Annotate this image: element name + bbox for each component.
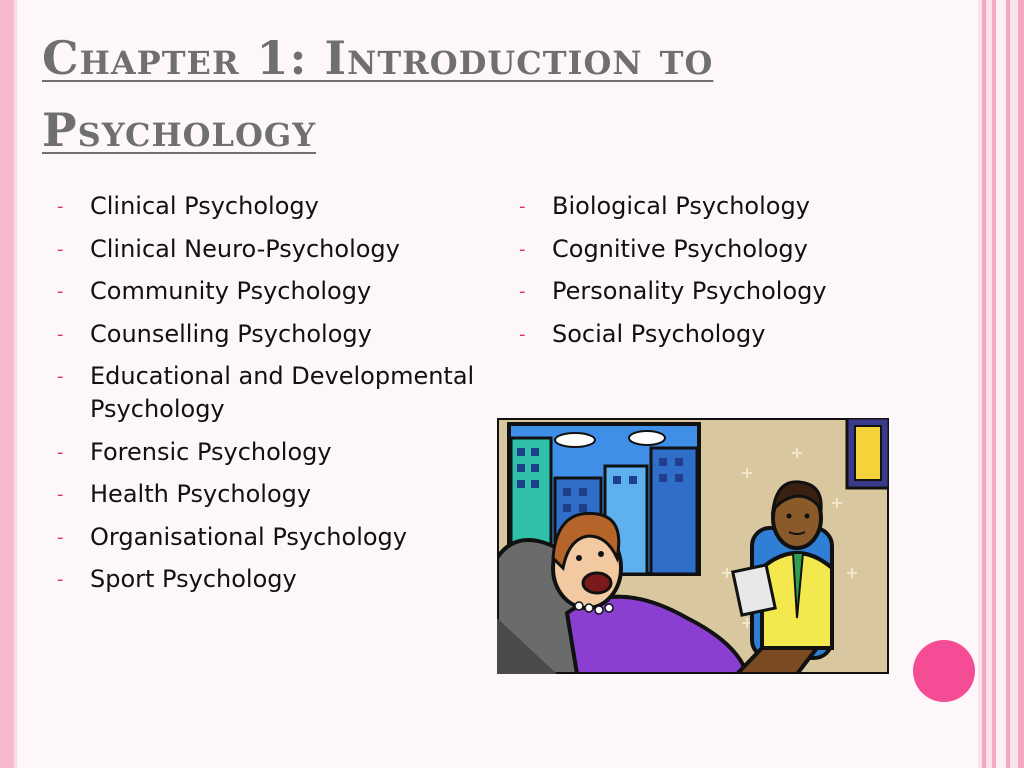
list-item: - Organisational Psychology xyxy=(57,521,507,554)
bullet-dash-icon: - xyxy=(57,366,64,387)
left-decorative-border xyxy=(0,0,17,768)
bullet-dash-icon: - xyxy=(57,526,64,548)
bullet-dash-icon: - xyxy=(57,238,64,260)
list-item: - Cognitive Psychology xyxy=(519,233,879,266)
bullet-dash-icon: - xyxy=(57,323,64,345)
right-decorative-stripes xyxy=(978,0,1024,768)
bullet-dash-icon: - xyxy=(57,441,64,463)
left-bullet-list xyxy=(57,190,507,606)
pink-circle-decoration xyxy=(913,640,975,702)
list-item: - Counselling Psychology xyxy=(57,318,507,351)
therapy-session-clipart-icon xyxy=(497,418,889,674)
bullet-dash-icon: - xyxy=(57,484,64,505)
list-item: - Personality Psychology xyxy=(519,275,879,308)
bullet-dash-icon: - xyxy=(57,196,64,217)
bullet-dash-icon: - xyxy=(519,281,526,302)
list-item: - Clinical Neuro-Psychology xyxy=(57,233,507,266)
list-item: - Social Psychology xyxy=(519,318,879,351)
bullet-dash-icon: - xyxy=(519,196,526,217)
bullet-dash-icon: - xyxy=(57,569,64,590)
list-item: - Community Psychology xyxy=(57,275,507,308)
list-item: - Health Psychology xyxy=(57,478,507,511)
slide-title: Chapter 1: Introduction to Psychology xyxy=(42,31,714,157)
list-item: - Biological Psychology xyxy=(519,190,879,223)
list-item: - Educational and Developmental Psychology xyxy=(57,362,475,423)
bullet-dash-icon: - xyxy=(519,323,526,345)
list-item: - Sport Psychology xyxy=(57,563,507,596)
list-item: - Clinical Psychology xyxy=(57,190,507,223)
bullet-dash-icon: - xyxy=(519,238,526,260)
right-bullet-list xyxy=(519,190,879,360)
list-item: - Forensic Psychology xyxy=(57,436,507,469)
bullet-dash-icon: - xyxy=(57,281,64,302)
